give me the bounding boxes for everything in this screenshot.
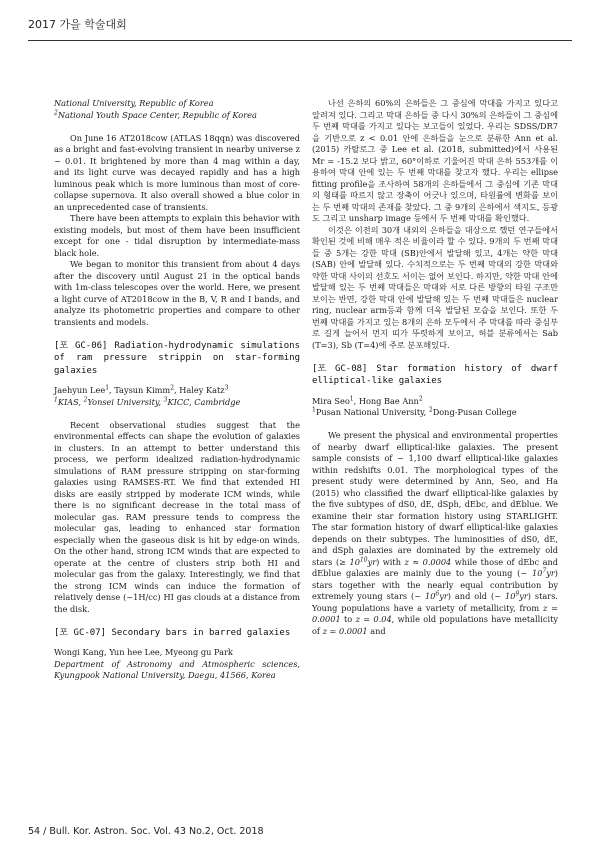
page-footer: 54 / Bull. Kor. Astron. Soc. Vol. 43 No.2, Oct. 2018 <box>28 826 264 837</box>
korean-paragraph-1: 나선 은하의 60%의 은하들은 그 중심에 막대를 가지고 있다고 알려져 있다. 그리고 막대 은하들 중 다시 30%의 은하들이 그 중심에 두 번째 막대를 가지고 있다는 보고들이 있었다. 우리는 SDSS/DR7을 기반으로 z < 0.01 안에 은하들을 눈으로 분류한 Ann et al. (2015) 카탈로그 중 Lee et al. (2018, submitted)에서 사용된 Mr = -15.2 보다 밝고, 60°이하로 기울어진 막대 은하 553개를 이용하여 막대 안에 있는 두 번째 막대를 찾고자 했다. 우리는 ellipse fitting profile을 조사하여 58개의 은하들에서 그 중심에 기존 막대의 형태를 따르지 않고 장축이 어긋나 있으며, 타원률에 변화를 보이는 두 번째 막대의 존재를 찾았다. 그 중 9개의 은하에서 색지도, 등광도 그리고 unsharp image 등에서 두 번째 막대를 확인했다. <box>312 98 558 223</box>
section-title-gc08: [포 GC-08] Star formation history of dwarf elliptical-like galaxies <box>312 363 558 386</box>
abstract-paragraph-3: We began to monitor this transient from about 4 days after the discovery until August 21 in the optical bands with 1m-class telescopes over the world. Here, we present a light curve of AT2018cow in the B, V, R and I bands, and analyze its photometric properties and compare to other transients and models. <box>54 259 300 327</box>
right-column <box>312 98 558 637</box>
authors-gc07: Wongi Kang, Yun hee Lee, Myeong gu Park <box>54 647 233 657</box>
left-column <box>54 98 300 682</box>
affiliations-gc08: $^1$Pusan National University, $^2$Dong-Pusan College <box>312 406 517 417</box>
abstract-paragraph-1: On June 16 AT2018cow (ATLAS 18qqn) was discovered as a bright and fast-evolving transient in nearby universe z ~ 0.01. It brightened by more than 4 mag within a day, and its light curve was decayed rapidly and has a high luminous peak which is more luminous than most of core-collapse supernova. It also overall showed a blue color in an unprecedented case of transients. <box>54 132 300 212</box>
section-title-gc06: [포 GC-06] Radiation-hydrodynamic simulations of ram pressure strippin on star-forming galaxies <box>54 340 300 376</box>
authors-gc06: Jaehyun Lee$^1$, Taysun Kimm$^2$, Haley Katz$^3$ <box>54 384 229 395</box>
abstract-gc06: Recent observational studies suggest that the environmental effects can shape the evolution of galaxies in clusters. In an attempt to better understand this process, we perform idealized radiation-hydrodynamic simulations of RAM pressure stripping on star-forming galaxies using RAMSES-RT. We find that extended HI disks are easily stripped by moderate ICM winds, while there is no significant decrease in the total mass of molecular gas. RAM pressure tends to compress the molecular gas, leading to enhanced star formation especially when the gaseous disk is hit by edge-on winds. On the other hand, strong ICM winds that are expected to operate at the centre of clusters strip both HI and molecular gas from the galaxy. Interestingly, we find that the strong ICM winds can induce the formation of relatively dense (~1H/cc) HI gas clouds at a distance from the disk. <box>54 419 300 614</box>
affiliation-gc07: Department of Astronomy and Atmospheric sciences, Kyungpook National University, Daegu, 41566, Korea <box>54 658 300 680</box>
affiliation-2: $^2$National Youth Space Center, Republic of Korea <box>54 108 257 120</box>
header-rule <box>28 40 572 41</box>
section-title-gc07: [포 GC-07] Secondary bars in barred galaxies <box>54 627 291 638</box>
affiliations-gc06: $^1$KIAS, $^2$Yonsei University, $^3$KICC, Cambridge <box>54 395 241 407</box>
korean-paragraph-2: 이것은 이전의 30개 내외의 은하들을 대상으로 했던 연구들에서 확인된 것에 비해 매우 적은 비율이라 할 수 있다. 9개의 두 번째 막대들 중 5개는 강한 막대 (SB)안에서 발달해 있고, 4개는 약한 막대 (SAB) 안에 발달해 있다. 수치적으로는 두 번째 막대의 강한 막대와 약한 막대 사이의 선호도 서이는 없어 보인다. 하지만, 약한 막대 안에 발달해 있는 두 번째 막대들은 막대와 서로 다른 방향의 타원 구조만 보이는 반면, 강한 막대 안에 발달해 있는 두 번째 막대들은 nuclear ring, nuclear arm등과 함께 더욱 발달된 모습을 보인다. 또한 두 번째 막대를 가지고 있는 8개의 은하 모두에서 주 막대를 따라 중심부로 길게 늘어서 먼지 띠가 뚜렷하게 보이고, 허블 분류에서는 Sab (T=3), Sb (T=4)에 주로 분포해있다. <box>312 224 558 350</box>
page-header <box>28 16 572 36</box>
header-title: 2017 가을 학술대회 <box>28 18 127 31</box>
abstract-paragraph-2: There have been attempts to explain this behavior with existing models, but most of them have been insufficient except for one - tidal disruption by intermediate-mass black hole. <box>54 213 301 258</box>
abstract-gc08: We present the physical and environmental properties of nearby dwarf elliptical-like galaxies. The present sample consists of ~ 1,100 dwarf elliptical-like galaxies within redshifts 0.01. The morphological types of the present study were determined by Ann, Seo, and Ha (2015) who classified the dwarf elliptical-like galaxies by the five subtypes of dS0, dE, dSph, dEbc, and dEblue. We examine their star formation history using STARLIGHT. The star formation history of dwarf elliptical-like galaxies depends on their subtypes. The luminosities of dS0, dE, and dSph galaxies are dominated by the extremely old stars (≥ $10^{10}yr$) with z ≈ 0.0004 while those of dEbc and dEblue galaxies are mainly due to the young (~ $10^7yr$) stars together with the nearly equal contribution by extremely young stars (~ $10^6yr$) and old (~ $10^9yr$) stars. Young populations have a variety of metallicity, from z = 0.0001 to z = 0.04, while old populations have metallicity of z = 0.0001 and <box>312 430 559 636</box>
authors-gc08: Mira Seo$^1$, Hong Bae Ann$^2$ <box>312 394 423 406</box>
affiliation-1: National University, Republic of Korea <box>54 98 214 108</box>
